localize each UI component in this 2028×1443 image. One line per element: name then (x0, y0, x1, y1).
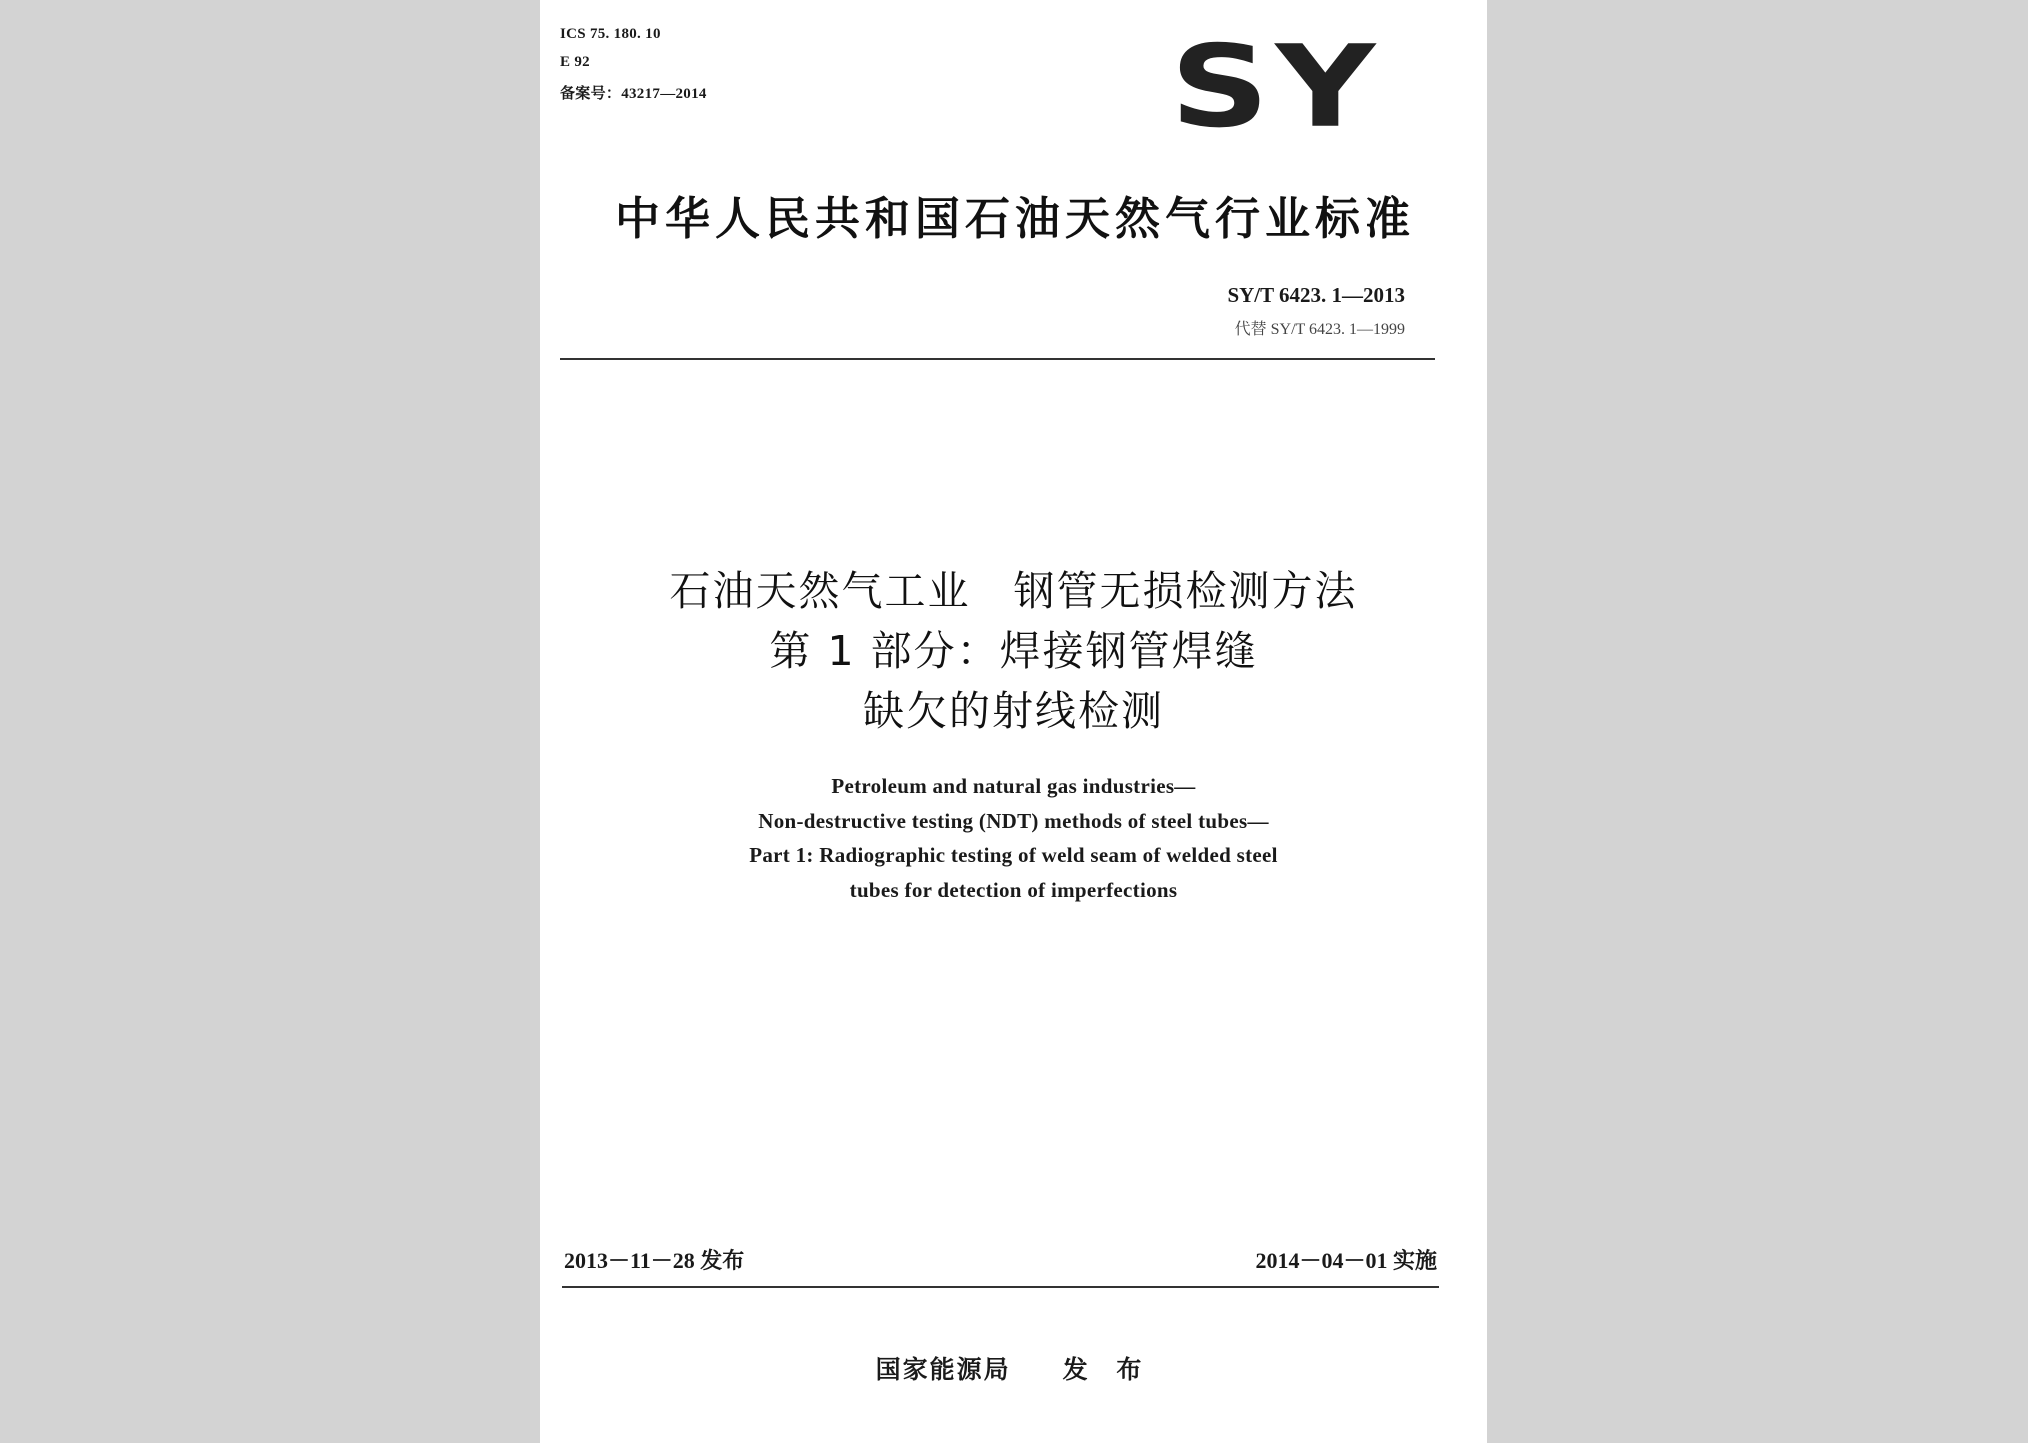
classification-code: E 92 (560, 54, 590, 70)
replaces-number: 代替 SY/T 6423. 1—1999 (1234, 321, 1405, 338)
organization-title: 中华人民共和国石油天然气行业标准 (614, 192, 1415, 245)
header-divider (560, 358, 1435, 360)
title-cn-line2: 第 1 部分：焊接钢管焊缝 (769, 627, 1258, 675)
title-cn-line1: 石油天然气工业 钢管无损检测方法 (669, 567, 1358, 615)
publisher-name: 国家能源局 (875, 1355, 1011, 1384)
standard-number: SY/T 6423. 1—2013 (1227, 283, 1405, 307)
ics-code: ICS 75. 180. 10 (560, 26, 661, 42)
record-number: 备案号：43217—2014 (560, 86, 707, 102)
title-en-line2: Non-destructive testing (NDT) methods of steel tubes— (758, 809, 1269, 833)
publisher-line (540, 1350, 1487, 1386)
publisher-action: 发 布 (1062, 1355, 1152, 1384)
title-en-line4: tubes for detection of imperfections (849, 878, 1178, 902)
title-en-line1: Petroleum and natural gas industries— (831, 774, 1196, 798)
title-cn-line3: 缺欠的射线检测 (863, 687, 1164, 735)
title-en-line3: Part 1: Radiographic testing of weld seam of welded steel (749, 843, 1278, 867)
sy-logo: SY (1170, 20, 1382, 153)
issue-date: 2013－11－28 发布 (564, 1248, 745, 1273)
footer-divider (562, 1286, 1439, 1288)
effective-date: 2014－04－01 实施 (1255, 1248, 1437, 1273)
document-page (540, 0, 1487, 1443)
